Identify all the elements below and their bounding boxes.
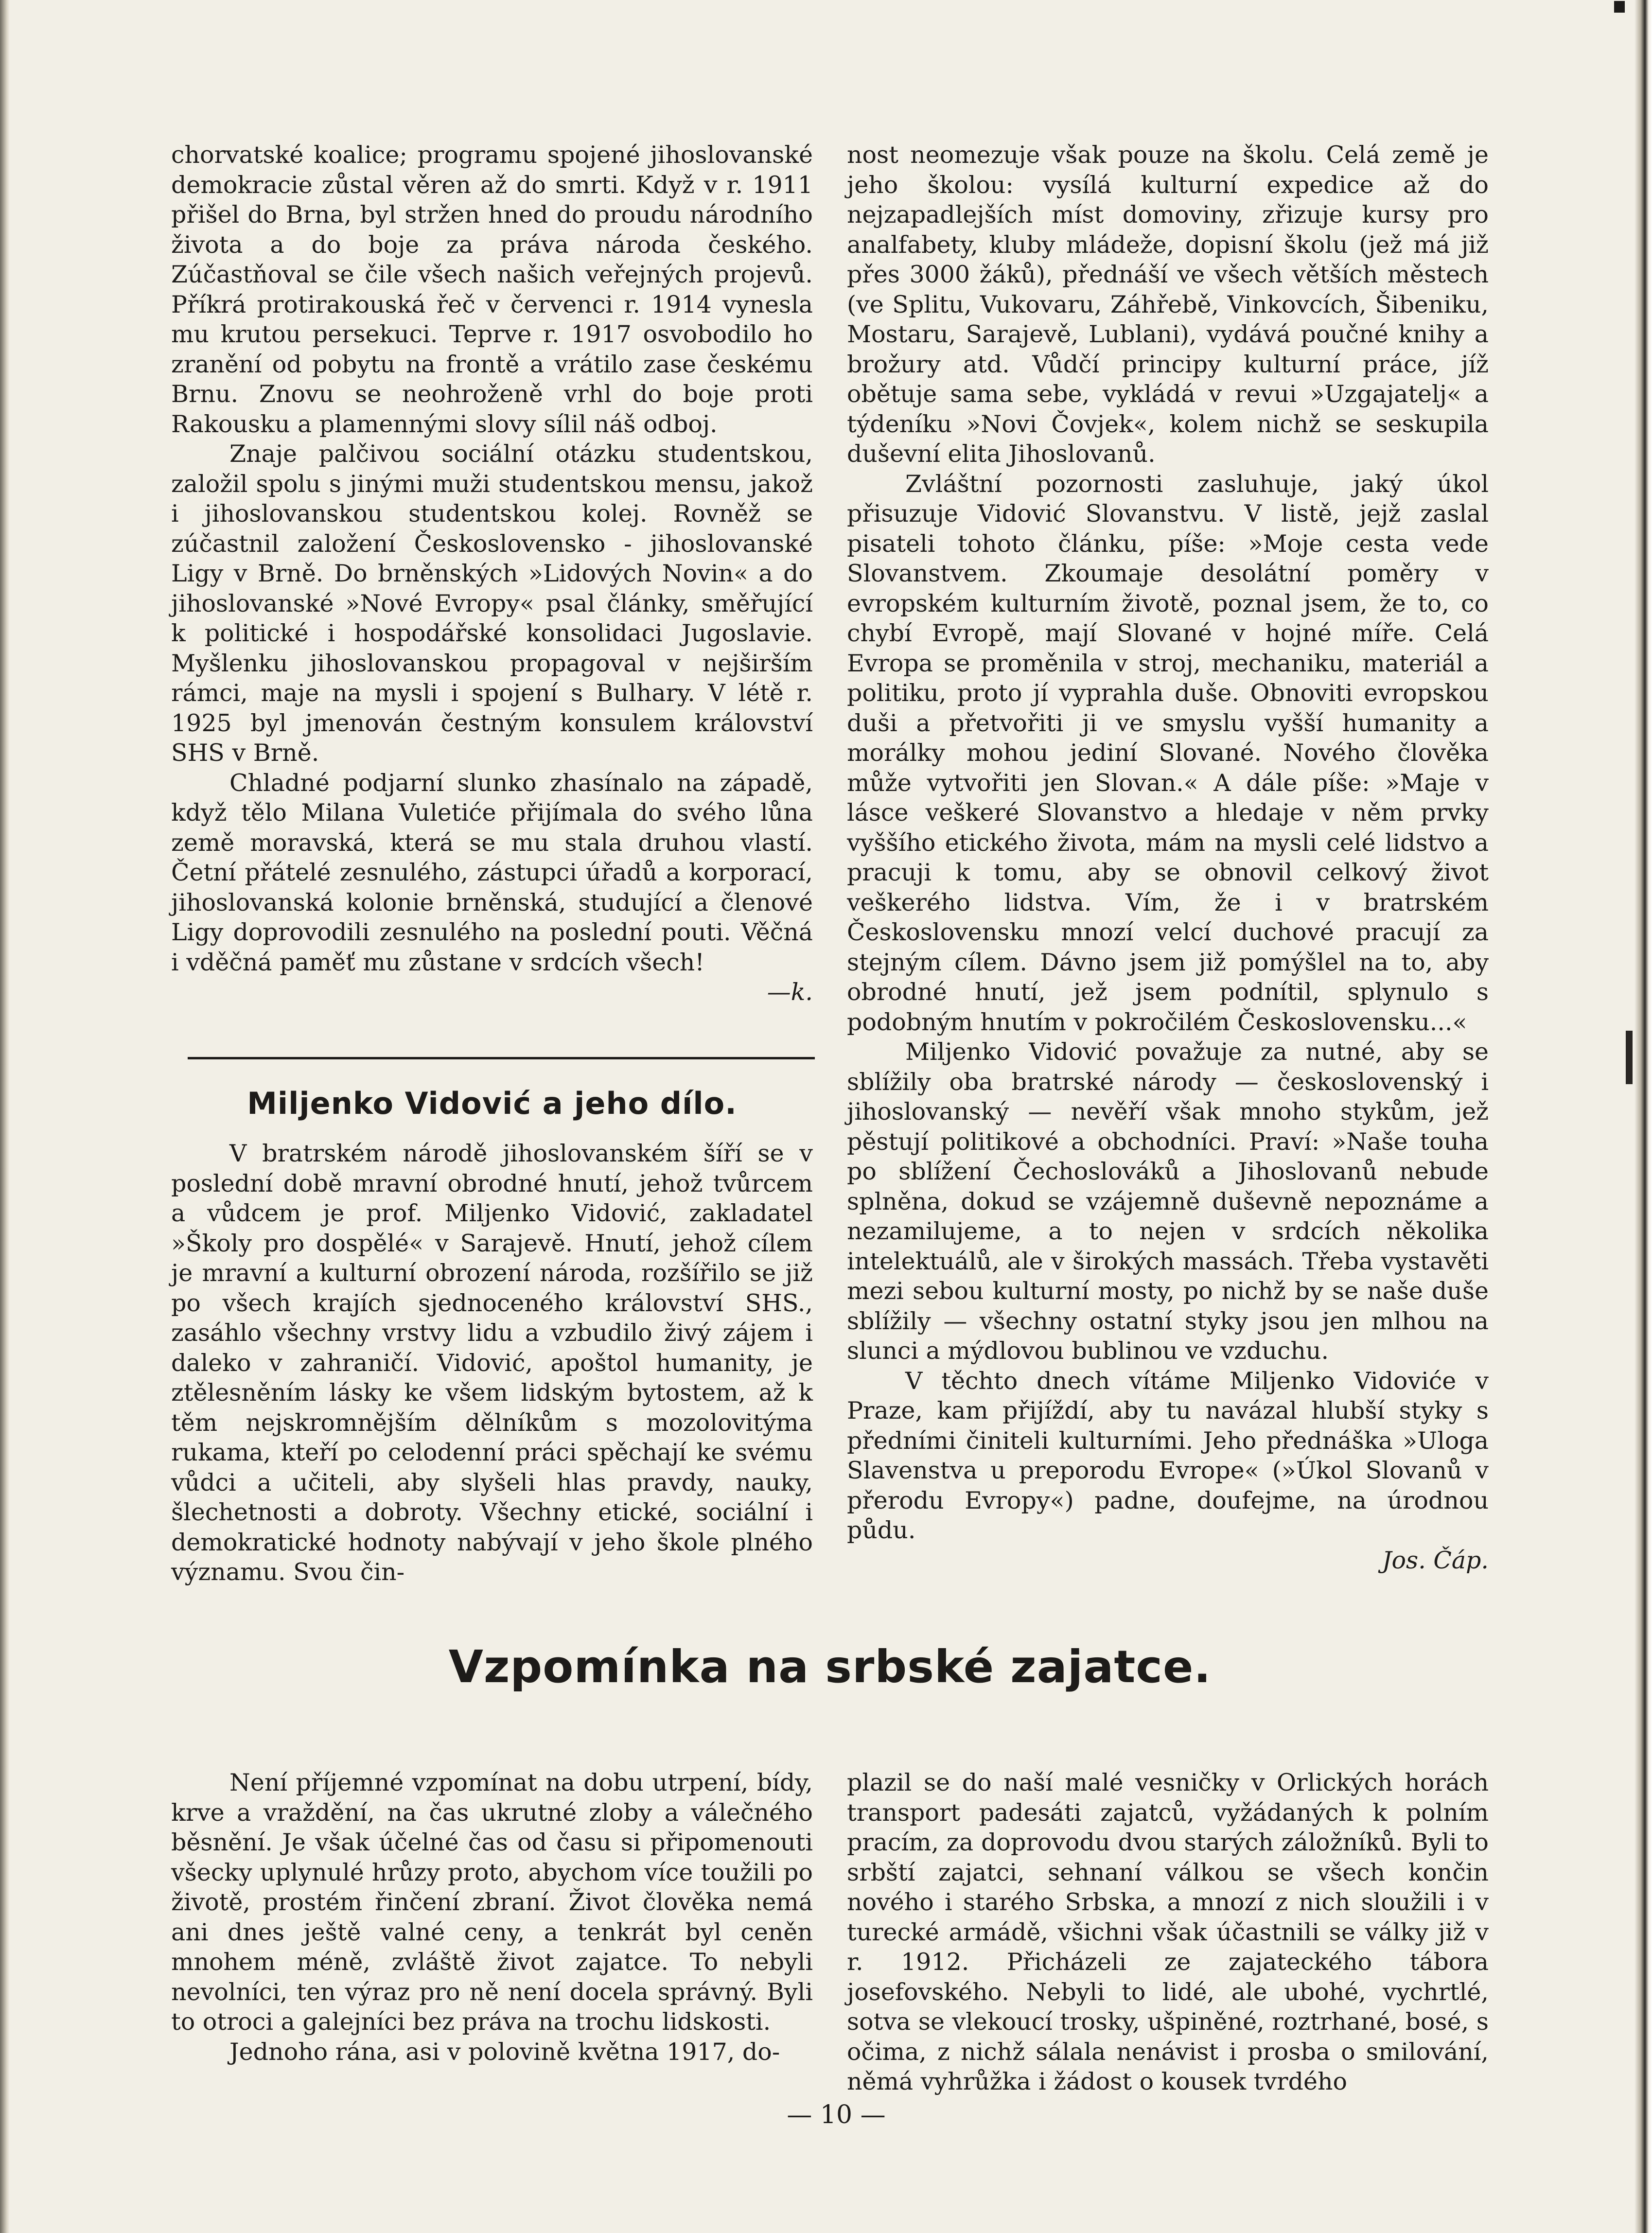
memoir-right-column <box>847 1768 1489 2097</box>
scan-mark-side <box>1626 1031 1633 1084</box>
page-left-edge <box>0 0 10 2233</box>
article-paragraph: V bratrském národě jihoslovanském šíří se v poslední době mravní obrodné hnutí, jehož tvůrcem a vůdcem je prof. Miljenko Vidović, zakladatel »Školy pro dospělé« v Sarajevě. Hnutí, jehož cílem je mravní a kulturní obrození národa, rozšířilo se již po všech krajích sjednoceného království SHS., zasáhlo všechny vrstvy lidu a vzbudilo živý zájem i daleko v zahraničí. Vidović, apoštol humanity, je ztělesněním lásky ke všem lidským bytostem, až k těm nejskromnějším dělníkům s mozolovitýma rukama, kteří po celodenní práci spěchají ke svému vůdci a učiteli, aby slyšeli hlas pravdy, nauky, šlechetnosti a dobroty. Všechny etické, sociální i demokratické hodnoty nabývají v jeho škole plného významu. Svou čin- <box>171 1140 813 1586</box>
section-divider <box>188 1057 815 1059</box>
article-paragraph: Zvláštní pozornosti zasluhuje, jaký úkol přisuzuje Vidović Slovanstvu. V listě, jejž zaslal pisateli tohoto článku, píše: »Moje cesta vede Slovanstvem. Zkoumaje desolátní poměry v evropském kulturním životě, poznal jsem, že to, co chybí Evropě, mají Slované v hojné míře. Celá Evropa se proměnila v stroj, mechaniku, materiál a politiku, proto jí vyprahla duše. Obnoviti evropskou duši a přetvořiti ji ve smyslu vyšší humanity a morálky mohou jediní Slované. Nového člověka může vytvořiti jen Slovan.« A dále píše: »Maje v lásce veškeré Slovanstvo a hledaje v něm prvky vyššího etického života, mám na mysli celé lidstvo a pracuji k tomu, aby se obnovil celkový život veškerého lidstva. Vím, že i v bratrském Československu mnozí velcí duchové pracují za stejným cílem. Dávno jsem již pomýšlel na to, aby obrodné hnutí, jež jsem podnítil, splynulo s podobným hnutím v pokročilém Československu...« <box>847 470 1489 1036</box>
obituary-column <box>171 140 813 1007</box>
memoir-paragraph: Jednoho rána, asi v polovině května 1917, do- <box>229 2038 780 2066</box>
page-right-edge <box>1634 0 1652 2233</box>
obituary-paragraph: chorvatské koalice; programu spojené jihoslovanské demokracie zůstal věren až do smrti. Když v r. 1911 přišel do Brna, byl stržen hned do proudu národního života a do boje za práva národa českého. Zúčastňoval se čile všech našich veřejných projevů. Příkrá protirakouská řeč v červenci r. 1914 vynesla mu krutou persekuci. Teprve r. 1917 osvobodilo ho zranění od pobytu na frontě a vrátilo zase českému Brnu. Znovu se neohroženě vrhl do boje proti Rakousku a plamennými slovy sílil náš odboj. <box>171 141 813 438</box>
article-title: Miljenko Vidović a jeho dílo. <box>247 1086 737 1121</box>
memoir-paragraph: plazil se do naší malé vesničky v Orlických horách transport padesáti zajatců, vyžádaných k polním pracím, za doprovodu dvou starých záložníků. Byli to srbští zajatci, sehnaní válkou se všech končin nového i starého Srbska, a mnozí z nich sloužili i v turecké armádě, všichni však účastnili se války již v r. 1912. Přicházeli ze zajateckého tábora josefovského. Nebyli to lidé, ale ubohé, vychrtlé, sotva se vlekoucí trosky, ušpiněné, roztrhané, bosé, s očima, z nichž sálala nenávist i prosba o smilování, němá vyhrůžka i žádost o kousek tvrdého <box>847 1769 1489 2095</box>
obituary-signature: —k. <box>767 978 813 1006</box>
article-signature: Jos. Čáp. <box>1382 1546 1489 1574</box>
article-paragraph: nost neomezuje však pouze na školu. Celá země je jeho školou: vysílá kulturní expedice až do nejzapadlejších míst domoviny, zřizuje kursy pro analfabety, kluby mládeže, dopisní školu (jež má již přes 3000 žáků), přednáší ve všech větších městech (ve Splitu, Vukovaru, Záhřebě, Vinkovcích, Šibeniku, Mostaru, Sarajevě, Lublani), vydává poučné knihy a brožury atd. Vůdčí principy kulturní práce, jíž obětuje sama sebe, vykládá v revui »Uzgajatelj« a týdeníku »Novi Čovjek«, kolem nichž se seskupila duševní elita Jihoslovanů. <box>847 141 1489 468</box>
memoir-heading: Vzpomínka na srbské zajatce. <box>448 1641 1212 1693</box>
page-number: — 10 — <box>787 2100 886 2129</box>
memoir-left-column <box>171 1768 813 2067</box>
obituary-paragraph: Chladné podjarní slunko zhasínalo na západě, když tělo Milana Vuletiće přijímala do svého lůna země moravská, která se mu stala druhou vlastí. Četní přátelé zesnulého, zástupci úřadů a korporací, jihoslovanská kolonie brněnská, studující a členové Ligy doprovodili zesnulého na poslední pouti. Věčná i vděčná paměť mu zůstane v srdcích všech! <box>171 769 813 976</box>
article-paragraph: Miljenko Vidović považuje za nutné, aby se sblížily oba bratrské národy — československý i jihoslovanský — nevěří však mnoho stykům, jež pěstují politikové a obchodníci. Praví: »Naše touha po sblížení Čechoslováků a Jihoslovanů nebude splněna, dokud se vzájemně duševně nepoznáme a nezamilujeme, a to nejen v srdcích několika intelektuálů, ale v širokých massách. Třeba vystavěti mezi sebou kulturní mosty, po nichž by se naše duše sblížily — všechny ostatní styky jsou jen mlhou na slunci a mýdlovou bublinou ve vzduchu. <box>847 1038 1489 1365</box>
obituary-signature-row <box>171 977 813 1007</box>
article-right-column <box>847 140 1489 1575</box>
article-signature-row <box>847 1546 1489 1576</box>
scan-mark-top <box>1614 1 1625 13</box>
article-paragraph: V těchto dnech vítáme Miljenko Vidoviće v Praze, kam přijíždí, aby tu navázal hlubší styky s předními činiteli kulturními. Jeho přednáška »Uloga Slavenstva u preporodu Evrope« (»Úkol Slovanů v přerodu Evropy«) padne, doufejme, na úrodnou půdu. <box>847 1367 1489 1544</box>
memoir-paragraph: Není příjemné vzpomínat na dobu utrpení, bídy, krve a vraždění, na čas ukrutné zloby a válečného běsnění. Je však účelné čas od času si připomenouti všecky uplynulé hrůzy proto, abychom více toužili po životě, prostém řinčení zbraní. Život člověka nemá ani dnes ještě valné ceny, a tenkrát byl ceněn mnohem méně, zvláště život zajatce. To nebyli nevolníci, ten výraz pro ně není docela správný. Byli to otroci a galejníci bez práva na trochu lidskosti. <box>171 1769 813 2036</box>
obituary-paragraph: Znaje palčivou sociální otázku studentskou, založil spolu s jinými muži studentskou mensu, jakož i jihoslovanskou studentskou kolej. Rovněž se zúčastnil založení Československo - jihoslovanské Ligy v Brně. Do brněnských »Lidových Novin« a do jihoslovanské »Nové Evropy« psal články, směřující k politické i hospodářské konsolidaci Jugoslavie. Myšlenku jihoslovanskou propagoval v nejširším rámci, maje na mysli i spojení s Bulhary. V létě r. 1925 byl jmenován čestným konsulem království SHS v Brně. <box>171 440 813 767</box>
article-left-column <box>171 1139 813 1587</box>
